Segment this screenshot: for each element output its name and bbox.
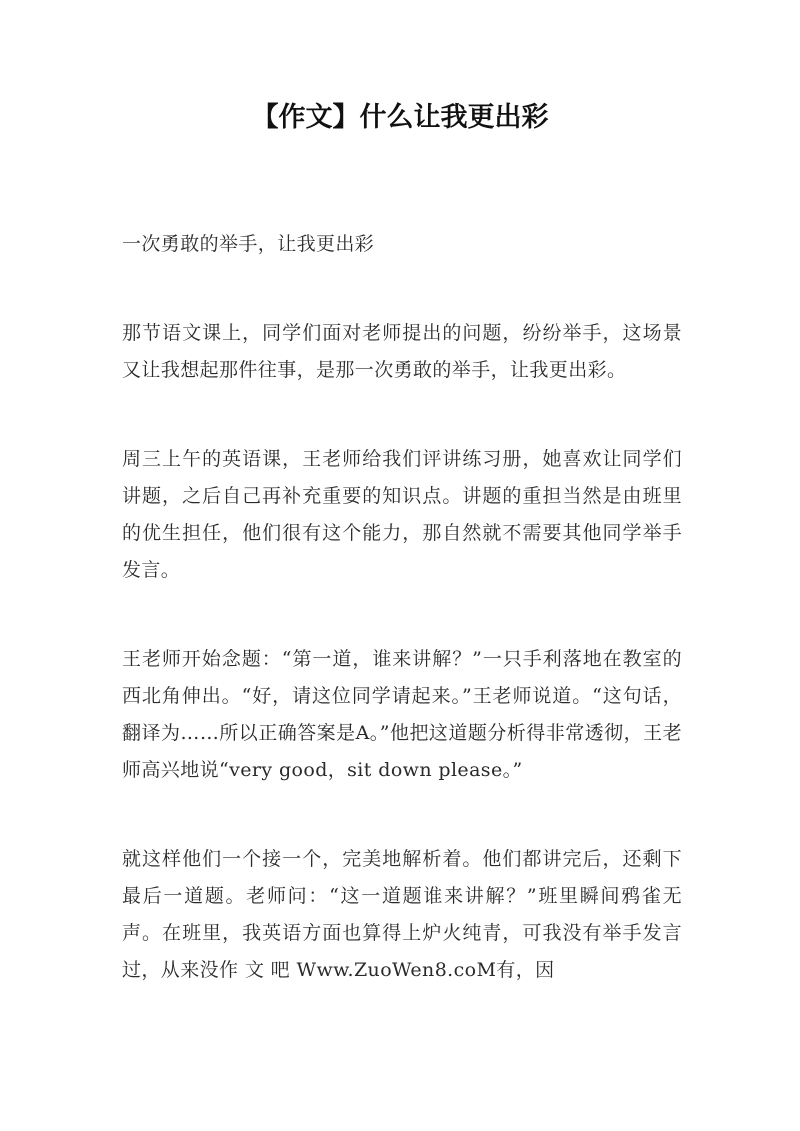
document-body [122, 226, 682, 1041]
body-paragraph: 就这样他们一个接一个，完美地解析着。他们都讲完后，还剩下最后一道题。老师问：“这一道题谁来讲解？”班里瞬间鸦雀无声。在班里，我英语方面也算得上炉火纯青，可我没有举手发言过，从来没作 文 吧 Www.ZuoWen8.coM有，因 [122, 848, 682, 981]
subtitle-paragraph: 一次勇敢的举手，让我更出彩 [122, 233, 375, 255]
document-title: 【作文】什么让我更出彩 [251, 102, 549, 133]
body-paragraph: 王老师开始念题：“第一道，谁来讲解？”一只手利落地在教室的西北角伸出。“好，请这位同学请起来。”王老师说道。“这句话，翻译为……所以正确答案是A。”他把这道题分析得非常透彻，王老师高兴地说“very good，sit down please。” [122, 648, 682, 781]
body-paragraph: 周三上午的英语课，王老师给我们评讲练习册，她喜欢让同学们讲题，之后自己再补充重要的知识点。讲题的重担当然是由班里的优生担任，他们很有这个能力，那自然就不需要其他同学举手发言。 [122, 448, 682, 581]
body-paragraph: 那节语文课上，同学们面对老师提出的问题，纷纷举手，这场景又让我想起那件往事，是那一次勇敢的举手，让我更出彩。 [122, 322, 682, 381]
